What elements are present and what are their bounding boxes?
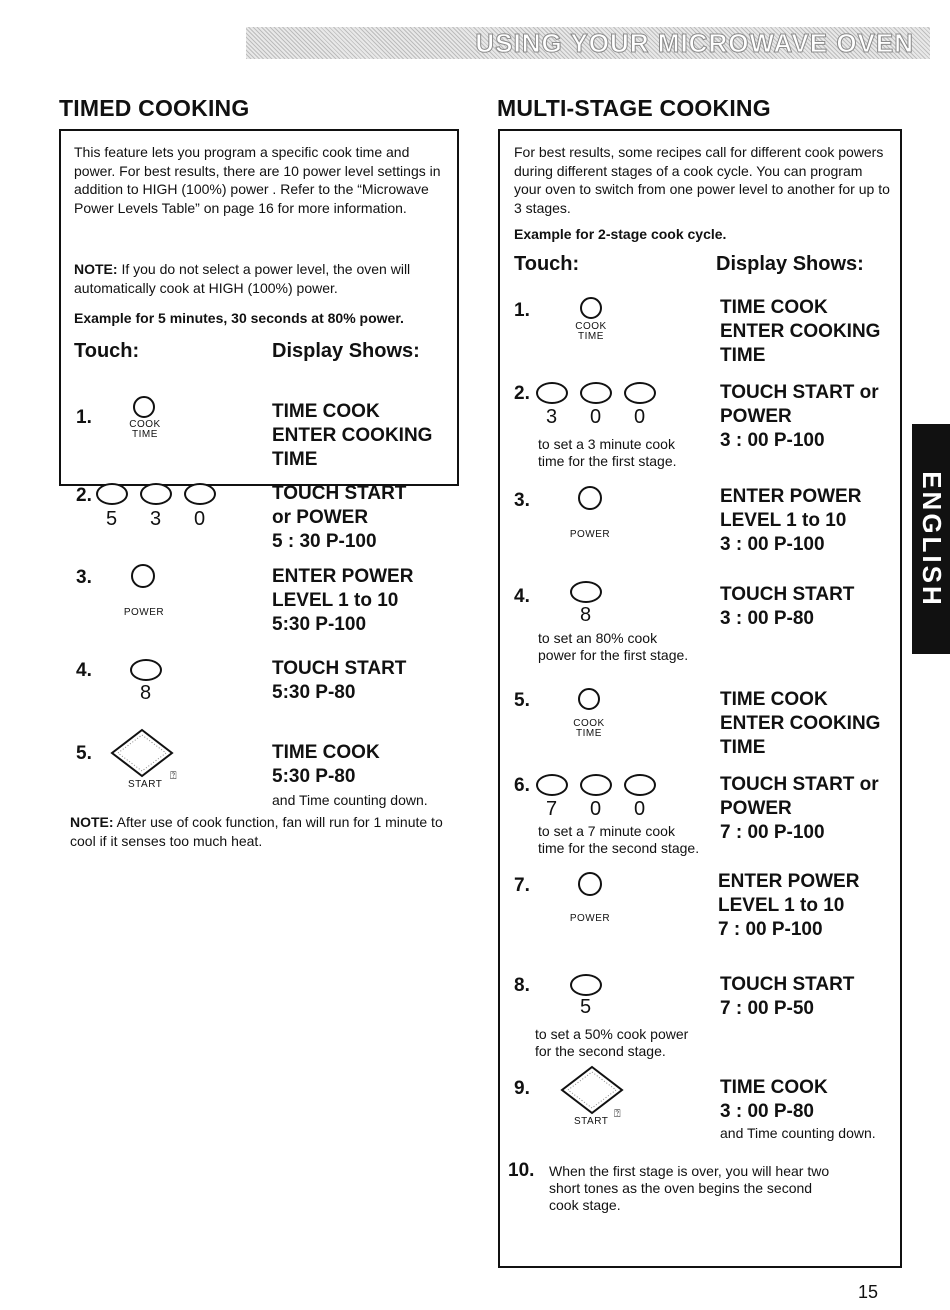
multi-step-1-display: TIME COOK ENTER COOKING TIME xyxy=(720,297,881,366)
multi-step-8-number: 8. xyxy=(514,975,530,996)
timed-step-5-display: TIME COOK 5:30 P-80 xyxy=(272,742,380,787)
key-digit: 5 xyxy=(106,508,118,530)
banner-title: USING YOUR MICROWAVE OVEN xyxy=(475,27,914,58)
timed-step-3-display: ENTER POWER LEVEL 1 to 10 5:30 P-100 xyxy=(272,566,414,635)
number-key-0[interactable] xyxy=(184,483,216,505)
multi-step-10-number: 10. xyxy=(508,1160,535,1181)
time-cook-key[interactable] xyxy=(133,396,155,418)
key-digit: 0 xyxy=(590,798,602,820)
multi-step-6-note: to set a 7 minute cook time for the second stage. xyxy=(538,823,700,856)
power-key[interactable] xyxy=(578,872,602,896)
time-cook-key-label: COOK TIME xyxy=(575,321,607,342)
power-key-label: POWER xyxy=(569,913,611,924)
timed-example: Example for 5 minutes, 30 seconds at 80% power. xyxy=(74,310,404,326)
number-key-8[interactable] xyxy=(570,581,602,603)
time-cook-key[interactable] xyxy=(580,297,602,319)
power-key[interactable] xyxy=(131,564,155,588)
multi-step-8-note: to set a 50% cook power for the second stage. xyxy=(535,1026,689,1059)
key-digit: 5 xyxy=(580,996,592,1018)
number-key-0[interactable] xyxy=(580,382,612,404)
timed-note-text: If you do not select a power level, the oven will automatically cook at HIGH (100%) power. xyxy=(74,261,411,296)
timed-step-2-display: TOUCH START or POWER 5 : 30 P-100 xyxy=(272,483,407,552)
timed-step-3-number: 3. xyxy=(76,567,92,588)
multi-step-6-display: TOUCH START or POWER 7 : 00 P-100 xyxy=(720,774,879,843)
multi-step-6-number: 6. xyxy=(514,775,530,796)
number-key-0[interactable] xyxy=(624,774,656,796)
page-banner xyxy=(246,27,930,59)
timed-display-header: Display Shows: xyxy=(272,340,420,362)
timed-bottom-note-label: NOTE: xyxy=(70,814,114,830)
multi-step-4-number: 4. xyxy=(514,586,530,607)
multi-display-header: Display Shows: xyxy=(716,253,864,275)
timed-step-1-number: 1. xyxy=(76,407,92,428)
timed-touch-header: Touch: xyxy=(74,340,140,362)
time-cook-key-label: COOK TIME xyxy=(129,419,161,440)
time-cook-key-label: COOK TIME xyxy=(573,718,605,739)
lock-icon: ⍰ xyxy=(614,1108,621,1120)
multi-step-3-display: ENTER POWER LEVEL 1 to 10 3 : 00 P-100 xyxy=(720,486,862,555)
timed-bottom-note xyxy=(70,813,460,850)
key-digit: 8 xyxy=(140,682,152,704)
timed-step-4-number: 4. xyxy=(76,660,92,681)
number-key-3[interactable] xyxy=(536,382,568,404)
key-digit: 3 xyxy=(150,508,162,530)
multi-step-9-number: 9. xyxy=(514,1078,530,1099)
key-digit: 0 xyxy=(194,508,206,530)
multi-step-10-note: When the first stage is over, you will hear two short tones as the oven begins the second cook stage. xyxy=(549,1163,830,1213)
timed-step-5-number: 5. xyxy=(76,743,92,764)
key-digit: 8 xyxy=(580,604,592,626)
timed-bottom-note-text: After use of cook function, fan will run for 1 minute to cool if it senses too much heat. xyxy=(70,814,443,849)
timed-intro: This feature lets you program a specific cook time and power. For best results, there are 10 power level settings in addition to HIGH (100%) power . Refer to the “Microwave Power Levels Table” on page 16 for more information. xyxy=(74,144,441,216)
number-key-0[interactable] xyxy=(624,382,656,404)
language-side-tab xyxy=(912,424,950,654)
timed-note-label: NOTE: xyxy=(74,261,118,277)
multi-stage-title: MULTI-STAGE COOKING xyxy=(497,95,771,121)
number-key-5[interactable] xyxy=(96,483,128,505)
multi-step-7-number: 7. xyxy=(514,875,530,896)
time-cook-key[interactable] xyxy=(578,688,600,710)
timed-step-1-display: TIME COOK ENTER COOKING TIME xyxy=(272,401,433,470)
power-key[interactable] xyxy=(578,486,602,510)
multi-step-4-note: to set an 80% cook power for the first stage. xyxy=(538,630,689,663)
timed-cooking-title: TIMED COOKING xyxy=(59,95,250,121)
lock-icon: ⍰ xyxy=(170,770,177,782)
number-key-0[interactable] xyxy=(580,774,612,796)
start-key[interactable] xyxy=(110,728,174,778)
multi-step-4-display: TOUCH START 3 : 00 P-80 xyxy=(720,584,855,629)
number-key-8[interactable] xyxy=(130,659,162,681)
multi-step-9-display-note: and Time counting down. xyxy=(720,1125,876,1141)
multi-touch-header: Touch: xyxy=(514,253,580,275)
timed-note xyxy=(74,260,444,297)
key-digit: 0 xyxy=(590,406,602,428)
number-key-7[interactable] xyxy=(536,774,568,796)
multi-step-1-number: 1. xyxy=(514,300,530,321)
multi-step-5-display: TIME COOK ENTER COOKING TIME xyxy=(720,689,881,758)
multi-step-5-number: 5. xyxy=(514,690,530,711)
multi-intro: For best results, some recipes call for different cook powers during different stages of a cook cycle. You can program your oven to switch from one power level to another for up to 3 stages. xyxy=(514,144,890,216)
key-digit: 0 xyxy=(634,406,646,428)
key-digit: 7 xyxy=(546,798,558,820)
page-number: 15 xyxy=(858,1282,879,1302)
timed-step-2-number: 2. xyxy=(76,485,92,506)
multi-step-9-display: TIME COOK 3 : 00 P-80 xyxy=(720,1077,828,1122)
multi-step-7-display: ENTER POWER LEVEL 1 to 10 7 : 00 P-100 xyxy=(718,871,860,940)
multi-step-8-display: TOUCH START 7 : 00 P-50 xyxy=(720,974,855,1019)
number-key-5[interactable] xyxy=(570,974,602,996)
multi-example: Example for 2-stage cook cycle. xyxy=(514,226,727,242)
side-tab-label: ENGLISH xyxy=(916,470,947,608)
multi-step-2-number: 2. xyxy=(514,383,530,404)
power-key-label: POWER xyxy=(569,529,611,540)
key-digit: 0 xyxy=(634,798,646,820)
timed-step-4-display: TOUCH START 5:30 P-80 xyxy=(272,658,407,703)
power-key-label: POWER xyxy=(123,607,165,618)
start-key-label: START xyxy=(574,1116,609,1127)
timed-step-5-display-note: and Time counting down. xyxy=(272,792,428,808)
multi-step-2-display: TOUCH START or POWER 3 : 00 P-100 xyxy=(720,382,879,451)
multi-step-2-note: to set a 3 minute cook time for the first stage. xyxy=(538,436,677,469)
key-digit: 3 xyxy=(546,406,558,428)
multi-step-3-number: 3. xyxy=(514,490,530,511)
number-key-3[interactable] xyxy=(140,483,172,505)
start-key-label: START xyxy=(128,779,163,790)
